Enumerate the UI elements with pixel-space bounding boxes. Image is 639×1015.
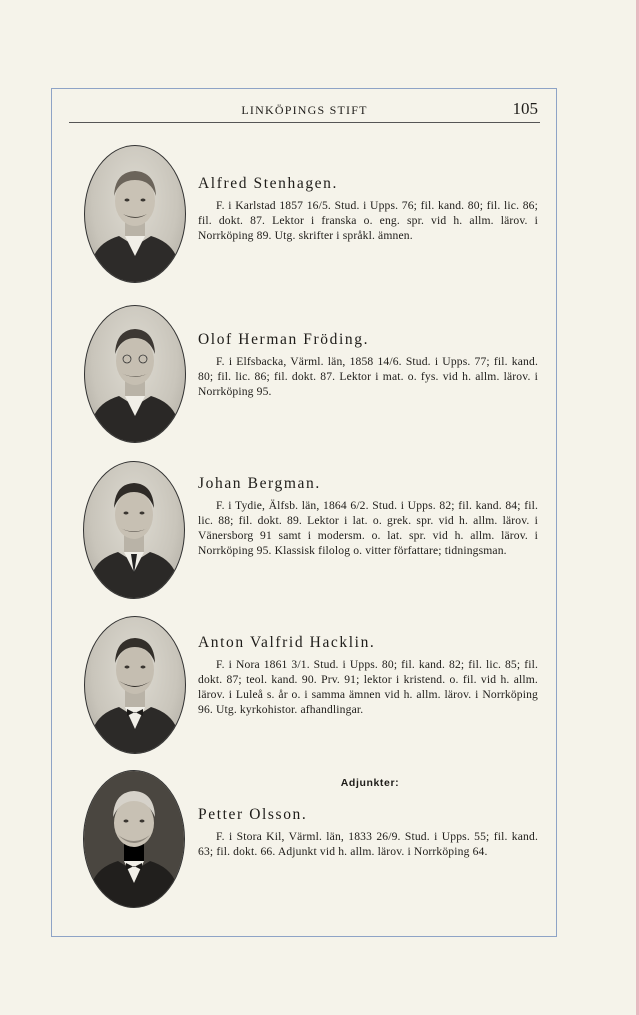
biography-entry [198, 331, 538, 399]
biography-entry [198, 175, 538, 243]
running-head [69, 100, 540, 123]
running-title: LINKÖPINGS STIFT [241, 103, 368, 117]
person-name: Petter Olsson. [198, 806, 308, 823]
person-bio: F. i Karlstad 1857 16/5. Stud. i Upps. 76; fil. kand. 80; fil. lic. 86; fil. dokt. 87. Lektor i franska o. eng. spr. vid h. allm. lärov. i Norrköping 89. Utg. skrifter i språkl. ämnen. [198, 199, 538, 242]
portrait-photo [83, 461, 185, 599]
biography-entry [198, 806, 538, 859]
person-name: Anton Valfrid Hacklin. [198, 634, 376, 651]
person-name: Johan Bergman. [198, 475, 321, 492]
section-heading: Adjunkter: [340, 777, 400, 789]
biography-entry [198, 475, 538, 558]
person-bio: F. i Tydie, Älfsb. län, 1864 6/2. Stud. i Upps. 82; fil. kand. 84; fil. lic. 88; fil. dokt. 89. Lektor i lat. o. grek. spr. vid h. allm. lärov. i Vänersborg 91 samt i modersm. o. lat. spr. vid h. allm. lärov. i Norrköping 95. Klassisk filolog o. vitter författare; tidningsman. [198, 499, 538, 557]
portrait-photo [84, 145, 186, 283]
person-bio: F. i Stora Kil, Värml. län, 1833 26/9. Stud. i Upps. 55; fil. kand. 63; fil. dokt. 66. Adjunkt vid h. allm. lärov. i Norrköping 64. [198, 830, 538, 858]
portrait-photo [84, 616, 186, 754]
person-bio: F. i Elfsbacka, Värml. län, 1858 14/6. Stud. i Upps. 77; fil. kand. 80; fil. lic. 86; fil. dokt. 87. Lektor i mat. o. fys. vid h. allm. lärov. i Norrköping 95. [198, 355, 538, 398]
portrait-photo [83, 770, 185, 908]
portrait-photo [84, 305, 186, 443]
biography-entry [198, 634, 538, 717]
person-bio: F. i Nora 1861 3/1. Stud. i Upps. 80; fil. kand. 82; fil. lic. 85; fil. dokt. 87; teol. kand. 90. Prv. 91; lektor i kristend. o. fil. vid h. allm. lärov. i Luleå s. år o. i samma ämnen vid h. allm. lärov. i Norrköping 96. Utg. kyrkohistor. afhandlingar. [198, 658, 538, 716]
person-name: Alfred Stenhagen. [198, 175, 338, 192]
person-name: Olof Herman Fröding. [198, 331, 370, 348]
page-number: 105 [512, 99, 538, 118]
